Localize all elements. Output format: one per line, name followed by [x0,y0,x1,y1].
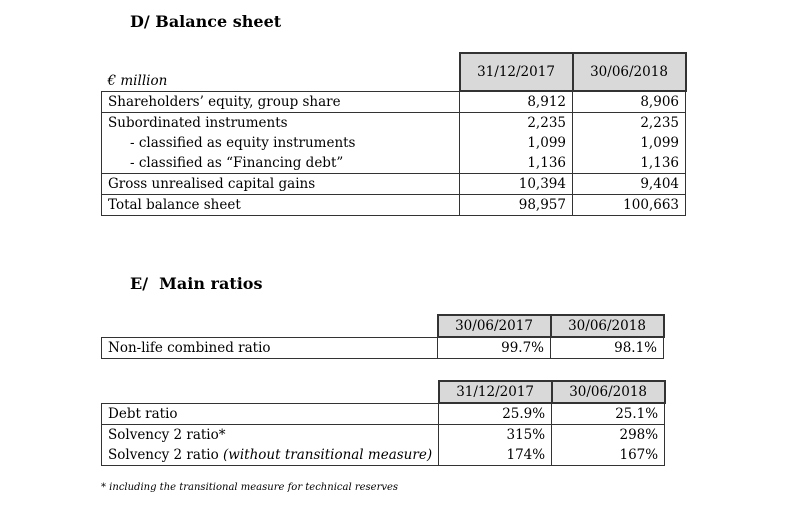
row-value: 298% [552,425,665,446]
row-label: Debt ratio [102,403,439,425]
table-header-row [102,381,665,403]
table-row [102,153,686,174]
row-value: 167% [552,445,665,466]
row-label: Solvency 2 ratio* [102,425,439,446]
row-label: Subordinated instruments [102,113,460,134]
row-label: - classified as “Financing debt” [102,153,460,174]
table-row [102,174,686,195]
row-label: Non-life combined ratio [102,337,438,359]
row-value: 315% [439,425,552,446]
table-row [102,91,686,113]
table-row [102,195,686,216]
column-header-2017: 30/06/2017 [438,315,551,337]
table-row [102,445,665,466]
table-header-row [102,53,686,91]
row-value: 8,906 [573,91,686,113]
table-header-row [102,315,664,337]
row-label: - classified as equity instruments [102,133,460,153]
row-value: 98,957 [460,195,573,216]
row-value: 1,136 [573,153,686,174]
row-value: 98.1% [551,337,664,359]
column-header-2017: 31/12/2017 [439,381,552,403]
row-value: 1,099 [460,133,573,153]
footnote: * including the transitional measure for technical reserves [101,482,399,493]
row-value: 100,663 [573,195,686,216]
row-value: 10,394 [460,174,573,195]
row-value: 8,912 [460,91,573,113]
row-value: 25.9% [439,403,552,425]
balance-sheet-title: D/ Balance sheet [130,12,282,31]
table-row [102,113,686,134]
row-value: 1,099 [573,133,686,153]
main-ratios-title: E/ Main ratios [130,274,263,293]
row-label-main: Solvency 2 ratio [108,447,224,463]
column-header-2017: 31/12/2017 [460,53,573,91]
table-row [102,337,664,359]
combined-ratio-table [101,314,665,359]
unit-label: € million [107,72,168,89]
row-value: 9,404 [573,174,686,195]
row-label: Shareholders’ equity, group share [102,91,460,113]
table-row [102,133,686,153]
row-value: 2,235 [573,113,686,134]
row-label-italic: (without transitional measure) [223,447,433,463]
row-label: Gross unrealised capital gains [102,174,460,195]
row-label: Total balance sheet [102,195,460,216]
row-value: 1,136 [460,153,573,174]
row-value: 25.1% [552,403,665,425]
column-header-2018: 30/06/2018 [552,381,665,403]
row-value: 99.7% [438,337,551,359]
table-row [102,425,665,446]
column-header-2018: 30/06/2018 [551,315,664,337]
balance-sheet-table [101,52,687,216]
table-row [102,403,665,425]
row-value: 2,235 [460,113,573,134]
row-value: 174% [439,445,552,466]
column-header-2018: 30/06/2018 [573,53,686,91]
row-label [102,445,439,466]
solvency-ratio-table [101,380,666,466]
